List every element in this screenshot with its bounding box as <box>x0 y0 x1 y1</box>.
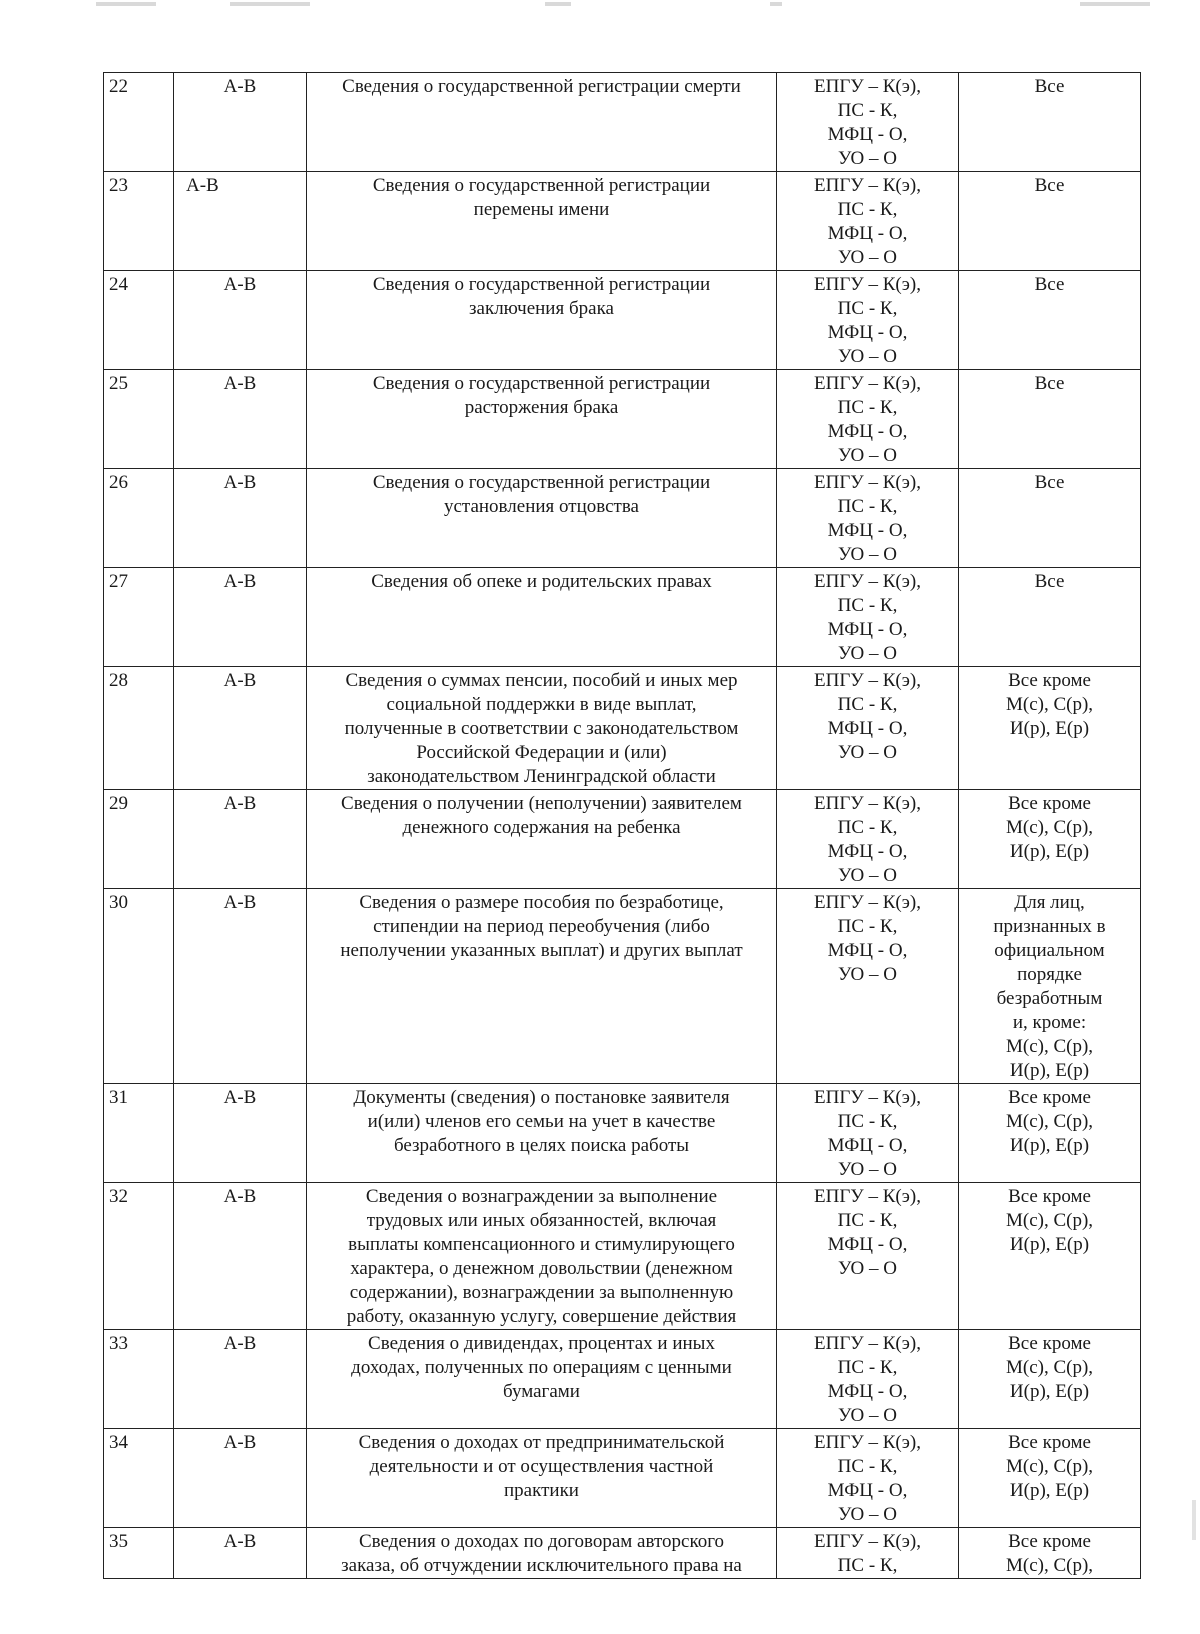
submission-methods-line: УО – О <box>838 1504 897 1525</box>
submission-methods <box>777 370 959 469</box>
applicant-categories-line: И(р), Е(р) <box>1009 1060 1090 1081</box>
row-number: 23 <box>104 172 174 271</box>
submission-methods-line: УО – О <box>838 1159 897 1180</box>
document-name <box>307 1183 777 1330</box>
submission-methods <box>777 1183 959 1330</box>
document-name-line: Документы (сведения) о постановке заявителя <box>353 1087 730 1108</box>
document-name-line: выплаты компенсационного и стимулирующего <box>348 1234 735 1255</box>
document-name-line: Сведения о получении (неполучении) заявителем <box>341 793 742 814</box>
submission-methods-line: МФЦ - О, <box>827 619 908 640</box>
document-name-line: Сведения о государственной регистрации <box>372 472 711 493</box>
submission-methods <box>777 889 959 1084</box>
document-name-line: практики <box>504 1480 579 1501</box>
applicant-categories-line: Все кроме <box>1008 1087 1091 1108</box>
applicant-categories-line: безработным <box>996 988 1103 1009</box>
document-name-line: Российской Федерации и (или) <box>416 742 667 763</box>
applicant-categories-line: И(р), Е(р) <box>1009 841 1090 862</box>
row-number: 28 <box>104 667 174 790</box>
document-name <box>307 469 777 568</box>
submission-methods-line: ПС - К, <box>837 298 898 319</box>
row-code: А-В <box>174 790 307 889</box>
table-row <box>104 1084 1141 1183</box>
submission-methods-line: УО – О <box>838 1258 897 1279</box>
document-name-line: безработного в целях поиска работы <box>393 1135 690 1156</box>
document-name-line: бумагами <box>503 1381 580 1402</box>
row-number: 35 <box>104 1528 174 1579</box>
applicant-categories <box>959 667 1141 790</box>
submission-methods-line: УО – О <box>838 544 897 565</box>
applicant-categories-line: М(с), С(р), <box>1005 1111 1094 1132</box>
applicant-categories-line: Все <box>1034 76 1065 97</box>
document-name-line: перемены имени <box>473 199 610 220</box>
document-name-line: законодательством Ленинградской области <box>367 766 716 787</box>
table-row <box>104 73 1141 172</box>
row-number: 26 <box>104 469 174 568</box>
document-name <box>307 73 777 172</box>
submission-methods-line: МФЦ - О, <box>827 124 908 145</box>
applicant-categories-line: М(с), С(р), <box>1005 1036 1094 1057</box>
applicant-categories <box>959 1429 1141 1528</box>
submission-methods <box>777 1330 959 1429</box>
applicant-categories-line: Все кроме <box>1008 1186 1091 1207</box>
row-code: А-В <box>174 73 307 172</box>
submission-methods-line: МФЦ - О, <box>827 1135 908 1156</box>
submission-methods <box>777 1528 959 1579</box>
document-name-line: Сведения об опеке и родительских правах <box>371 571 712 592</box>
submission-methods-line: УО – О <box>838 247 897 268</box>
document-name-line: полученные в соответствии с законодательством <box>344 718 739 739</box>
applicant-categories-line: Все <box>1034 274 1065 295</box>
applicant-categories-line: Все кроме <box>1008 1432 1091 1453</box>
row-code: А-В <box>174 889 307 1084</box>
documents-table <box>103 72 1141 1579</box>
row-number: 31 <box>104 1084 174 1183</box>
submission-methods-line: УО – О <box>838 346 897 367</box>
submission-methods-line: ЕПГУ – К(э), <box>814 1186 921 1207</box>
submission-methods-line: ПС - К, <box>837 199 898 220</box>
applicant-categories-line: И(р), Е(р) <box>1009 1381 1090 1402</box>
document-name-line: денежного содержания на ребенка <box>402 817 681 838</box>
applicant-categories-line: Все <box>1034 472 1065 493</box>
applicant-categories <box>959 271 1141 370</box>
submission-methods-line: МФЦ - О, <box>827 520 908 541</box>
submission-methods-line: МФЦ - О, <box>827 322 908 343</box>
table-row <box>104 172 1141 271</box>
applicant-categories-line: Все кроме <box>1008 670 1091 691</box>
submission-methods-line: МФЦ - О, <box>827 841 908 862</box>
document-name-line: неполучении указанных выплат) и других выплат <box>340 940 743 961</box>
submission-methods-line: ЕПГУ – К(э), <box>814 76 921 97</box>
document-name-line: Сведения о вознаграждении за выполнение <box>365 1186 718 1207</box>
row-number: 30 <box>104 889 174 1084</box>
document-name <box>307 271 777 370</box>
applicant-categories <box>959 469 1141 568</box>
submission-methods-line: ЕПГУ – К(э), <box>814 1432 921 1453</box>
submission-methods <box>777 1084 959 1183</box>
document-name-line: Сведения о суммах пенсии, пособий и иных мер <box>345 670 738 691</box>
row-number: 32 <box>104 1183 174 1330</box>
applicant-categories-line: и, кроме: <box>1012 1012 1087 1033</box>
applicant-categories <box>959 172 1141 271</box>
submission-methods-line: УО – О <box>838 964 897 985</box>
table-row <box>104 1330 1141 1429</box>
applicant-categories-line: Все кроме <box>1008 1333 1091 1354</box>
row-number: 22 <box>104 73 174 172</box>
row-code: А-В <box>174 1429 307 1528</box>
table-row <box>104 1183 1141 1330</box>
submission-methods-line: ПС - К, <box>837 916 898 937</box>
document-name-line: и(или) членов его семьи на учет в качестве <box>367 1111 716 1132</box>
submission-methods-line: ПС - К, <box>837 1555 898 1576</box>
document-name-line: Сведения о доходах от предпринимательской <box>358 1432 725 1453</box>
row-code: А-В <box>174 1183 307 1330</box>
submission-methods-line: ЕПГУ – К(э), <box>814 175 921 196</box>
submission-methods-line: УО – О <box>838 865 897 886</box>
document-name <box>307 1528 777 1579</box>
submission-methods-line: УО – О <box>838 445 897 466</box>
applicant-categories <box>959 1528 1141 1579</box>
document-name-line: содержании), вознаграждении за выполненную <box>349 1282 734 1303</box>
document-name-line: расторжения брака <box>464 397 619 418</box>
applicant-categories-line: Все <box>1034 175 1065 196</box>
submission-methods-line: МФЦ - О, <box>827 223 908 244</box>
submission-methods <box>777 790 959 889</box>
submission-methods-line: ЕПГУ – К(э), <box>814 571 921 592</box>
row-number: 27 <box>104 568 174 667</box>
applicant-categories-line: порядке <box>1017 964 1082 985</box>
applicant-categories-line: Для лиц, <box>1014 892 1085 913</box>
submission-methods-line: ЕПГУ – К(э), <box>814 670 921 691</box>
applicant-categories-line: М(с), С(р), <box>1005 694 1094 715</box>
submission-methods-line: УО – О <box>838 742 897 763</box>
submission-methods-line: ПС - К, <box>837 817 898 838</box>
table-row <box>104 568 1141 667</box>
submission-methods-line: ЕПГУ – К(э), <box>814 1087 921 1108</box>
row-code: А-В <box>174 667 307 790</box>
document-name-line: Сведения о государственной регистрации <box>372 373 711 394</box>
submission-methods-line: ПС - К, <box>837 100 898 121</box>
document-name-line: деятельности и от осуществления частной <box>369 1456 714 1477</box>
table-row <box>104 1429 1141 1528</box>
submission-methods-line: ПС - К, <box>837 1210 898 1231</box>
row-number: 29 <box>104 790 174 889</box>
submission-methods-line: МФЦ - О, <box>827 1381 908 1402</box>
applicant-categories <box>959 790 1141 889</box>
document-name-line: Сведения о государственной регистрации смерти <box>342 76 741 97</box>
row-code: А-В <box>174 1330 307 1429</box>
table-row <box>104 469 1141 568</box>
submission-methods-line: МФЦ - О, <box>827 718 908 739</box>
row-code: А-В <box>174 469 307 568</box>
document-name-line: Сведения о дивидендах, процентах и иных <box>368 1333 715 1354</box>
submission-methods-line: ЕПГУ – К(э), <box>814 1531 921 1552</box>
document-name-line: Сведения о размере пособия по безработице, <box>359 892 724 913</box>
row-code: А-В <box>174 172 307 271</box>
submission-methods-line: ПС - К, <box>837 496 898 517</box>
document-name-line: трудовых или иных обязанностей, включая <box>366 1210 717 1231</box>
applicant-categories-line: М(с), С(р), <box>1005 817 1094 838</box>
document-name <box>307 790 777 889</box>
submission-methods-line: УО – О <box>838 643 897 664</box>
row-number: 25 <box>104 370 174 469</box>
table-row <box>104 271 1141 370</box>
applicant-categories-line: Все кроме <box>1008 793 1091 814</box>
document-name-line: Сведения о государственной регистрации <box>372 175 711 196</box>
applicant-categories-line: И(р), Е(р) <box>1009 718 1090 739</box>
submission-methods <box>777 271 959 370</box>
submission-methods-line: ПС - К, <box>837 694 898 715</box>
document-name <box>307 667 777 790</box>
row-code: А-В <box>174 1084 307 1183</box>
documents-table-body <box>104 73 1141 1579</box>
row-number: 33 <box>104 1330 174 1429</box>
document-name-line: характера, о денежном довольствии (денежном <box>350 1258 733 1279</box>
document-name <box>307 1330 777 1429</box>
applicant-categories-line: официальном <box>994 940 1105 961</box>
submission-methods-line: ПС - К, <box>837 1456 898 1477</box>
applicant-categories <box>959 889 1141 1084</box>
submission-methods-line: УО – О <box>838 148 897 169</box>
submission-methods-line: ПС - К, <box>837 595 898 616</box>
row-code: А-В <box>174 370 307 469</box>
submission-methods-line: ЕПГУ – К(э), <box>814 274 921 295</box>
submission-methods-line: ЕПГУ – К(э), <box>814 1333 921 1354</box>
scan-top-edge-marks <box>0 0 1200 20</box>
applicant-categories <box>959 1183 1141 1330</box>
document-name-line: стипендии на период переобучения (либо <box>373 916 710 937</box>
document-name <box>307 370 777 469</box>
table-row <box>104 1528 1141 1579</box>
applicant-categories-line: М(с), С(р), <box>1005 1357 1094 1378</box>
row-code: А-В <box>174 568 307 667</box>
applicant-categories-line: Все кроме <box>1008 1531 1091 1552</box>
applicant-categories <box>959 568 1141 667</box>
submission-methods-line: ПС - К, <box>837 397 898 418</box>
submission-methods <box>777 73 959 172</box>
submission-methods <box>777 568 959 667</box>
document-name-line: заключения брака <box>469 298 614 319</box>
submission-methods-line: МФЦ - О, <box>827 940 908 961</box>
applicant-categories <box>959 1084 1141 1183</box>
applicant-categories-line: М(с), С(р), <box>1005 1210 1094 1231</box>
row-code: А-В <box>174 1528 307 1579</box>
applicant-categories-line: Все <box>1034 571 1065 592</box>
row-number: 24 <box>104 271 174 370</box>
document-name <box>307 889 777 1084</box>
applicant-categories-line: Все <box>1034 373 1065 394</box>
document-name-line: работу, оказанную услугу, совершение действия <box>346 1306 737 1327</box>
submission-methods-line: МФЦ - О, <box>827 1480 908 1501</box>
submission-methods <box>777 1429 959 1528</box>
submission-methods-line: ПС - К, <box>837 1357 898 1378</box>
document-name <box>307 1084 777 1183</box>
applicant-categories-line: М(с), С(р), <box>1005 1456 1094 1477</box>
applicant-categories-line: И(р), Е(р) <box>1009 1135 1090 1156</box>
applicant-categories <box>959 1330 1141 1429</box>
submission-methods-line: МФЦ - О, <box>827 1234 908 1255</box>
scan-edge-speck <box>1192 1500 1196 1540</box>
submission-methods-line: МФЦ - О, <box>827 421 908 442</box>
table-row <box>104 667 1141 790</box>
submission-methods-line: ЕПГУ – К(э), <box>814 472 921 493</box>
table-row <box>104 889 1141 1084</box>
submission-methods <box>777 667 959 790</box>
document-name-line: установления отцовства <box>443 496 639 517</box>
document-name-line: доходах, полученных по операциям с ценными <box>351 1357 732 1378</box>
document-name-line: Сведения о государственной регистрации <box>372 274 711 295</box>
applicant-categories-line: И(р), Е(р) <box>1009 1234 1090 1255</box>
submission-methods-line: ЕПГУ – К(э), <box>814 373 921 394</box>
document-name <box>307 172 777 271</box>
submission-methods <box>777 469 959 568</box>
document-name <box>307 1429 777 1528</box>
submission-methods-line: ЕПГУ – К(э), <box>814 892 921 913</box>
table-row <box>104 370 1141 469</box>
document-name-line: Сведения о доходах по договорам авторского <box>358 1531 725 1552</box>
applicant-categories <box>959 370 1141 469</box>
row-number: 34 <box>104 1429 174 1528</box>
submission-methods-line: УО – О <box>838 1405 897 1426</box>
submission-methods-line: ПС - К, <box>837 1111 898 1132</box>
document-name-line: заказа, об отчуждении исключительного права на <box>341 1555 742 1576</box>
applicant-categories-line: И(р), Е(р) <box>1009 1480 1090 1501</box>
row-code: А-В <box>174 271 307 370</box>
applicant-categories-line: признанных в <box>993 916 1106 937</box>
applicant-categories-line: М(с), С(р), <box>1005 1555 1094 1576</box>
applicant-categories <box>959 73 1141 172</box>
submission-methods-line: ЕПГУ – К(э), <box>814 793 921 814</box>
submission-methods <box>777 172 959 271</box>
document-name <box>307 568 777 667</box>
document-name-line: социальной поддержки в виде выплат, <box>386 694 697 715</box>
table-row <box>104 790 1141 889</box>
